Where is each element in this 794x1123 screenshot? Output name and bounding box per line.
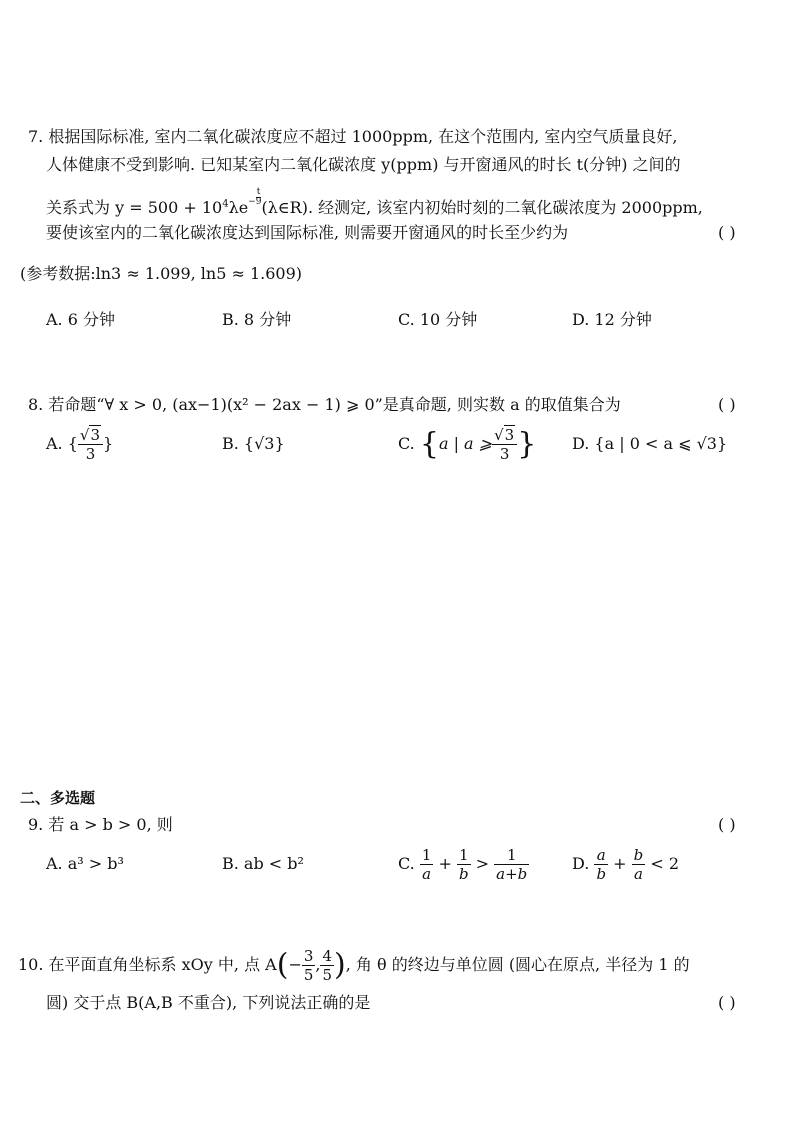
q8-stem: 若命题“∀ x > 0, (ax−1)(x² − 2ax − 1) ⩾ 0”是真命题, 则实数 a 的取值集合为 (48, 395, 621, 414)
q9-stem-line (28, 814, 173, 836)
q7-option-d: D. 12 分钟 (572, 310, 652, 329)
q8-answer-paren: ( ) (718, 395, 736, 414)
section-title: 二、多选题 (20, 789, 96, 807)
q8-stem-line (28, 394, 621, 416)
q7-formula-suffix: (λ∈R). 经测定, 该室内初始时刻的二氧化碳浓度为 2000ppm, (261, 198, 703, 217)
q7-line-1 (28, 126, 677, 148)
q8-option-d: D. {a | 0 < a ⩽ √3} (572, 434, 728, 453)
q8-option-a: A. { $\frac{√3}{3}$ } (46, 426, 114, 463)
q7-line-2: 人体健康不受到影响. 已知某室内二氧化碳浓度 y(ppm) 与开窗通风的时长 t(分钟) 之间的 (46, 155, 681, 174)
q8-number: 8. (28, 395, 44, 414)
q7-answer-paren: ( ) (718, 223, 736, 242)
q7-reference-data: (参考数据:ln3 ≈ 1.099, ln5 ≈ 1.609) (20, 264, 303, 283)
q9-option-c: C. $\frac{1}{a}$ + $\frac{1}{b}$ > $\frac{1}{a+b}$ (398, 846, 528, 883)
q8-option-b: B. {√3} (222, 434, 285, 453)
q7-exp-fraction: − $\frac{t}{9}$ (248, 187, 262, 207)
q8-option-c: C. {a | a ⩾ $\frac{√3}{3}$ } (398, 426, 537, 463)
q7-exponent: 4 (222, 198, 229, 210)
q7-option-a: A. 6 分钟 (46, 310, 115, 329)
q9-option-b: B. ab < b² (222, 854, 304, 873)
q9-option-d: D. $\frac{a}{b}$ + $\frac{b}{a}$ < 2 (572, 846, 679, 883)
q9-option-a: A. a³ > b³ (46, 854, 124, 873)
q10-number: 10. (18, 955, 44, 974)
q10-line-1: 10. 在平面直角坐标系 xOy 中, 点 A(− $\frac{3}{5}$ , $\frac{4}{5}$ ), 角 θ 的终边与单位圆 (圆心在原点, 半径为 1 的 (18, 947, 690, 984)
q7-formula-mid: λe (228, 198, 249, 217)
q7-line-3 (46, 188, 703, 219)
q7-line-4: 要使该室内的二氧化碳浓度达到国际标准, 则需要开窗通风的时长至少约为 (46, 223, 569, 242)
q10-answer-paren: ( ) (718, 993, 736, 1012)
q7-text-line-1: 根据国际标准, 室内二氧化碳浓度应不超过 1000ppm, 在这个范围内, 室内空气质量良好, (48, 127, 678, 146)
q9-number: 9. (28, 815, 44, 834)
q7-option-b: B. 8 分钟 (222, 310, 292, 329)
q9-stem: 若 a > b > 0, 则 (48, 815, 173, 834)
q7-number: 7. (28, 127, 44, 146)
q7-option-c: C. 10 分钟 (398, 310, 478, 329)
q7-formula-prefix: 关系式为 y = 500 + 10 (46, 198, 223, 217)
q10-line-2: 圆) 交于点 B(A,B 不重合), 下列说法正确的是 (46, 993, 371, 1012)
q9-answer-paren: ( ) (718, 815, 736, 834)
